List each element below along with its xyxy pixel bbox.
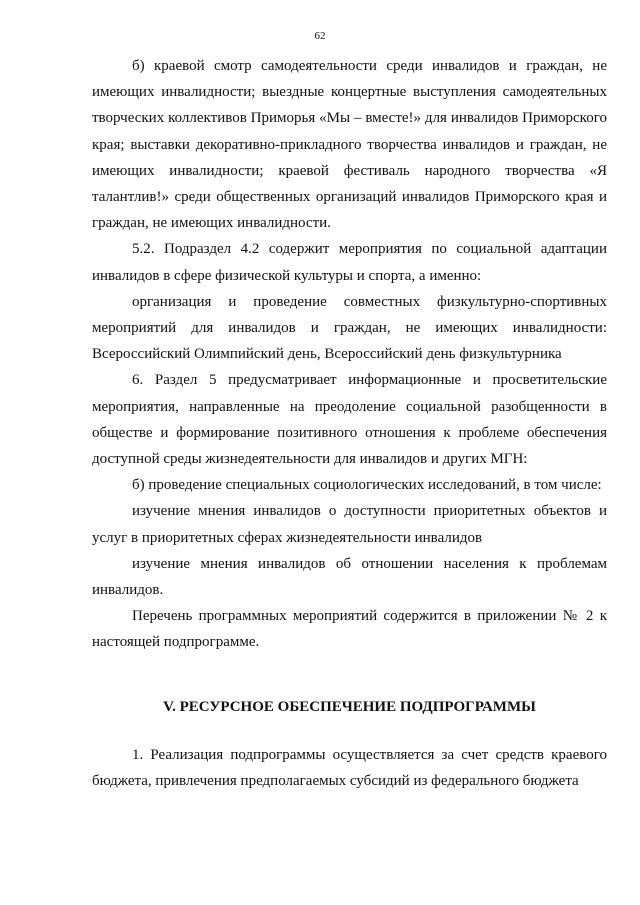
paragraph-sport-events: организация и проведение совместных физкультурно-спортивных мероприятий для инвалидов и граждан, не имеющих инвалидности: Всероссийский Олимпийский день, Всероссийский день физкультурника (92, 293, 607, 363)
document-body (92, 53, 607, 794)
paragraph-section-5: 6. Раздел 5 предусматривает информационные и просветительские мероприятия, направленные на преодоление социальной разобщенности в обществе и формирование позитивного отношения к проблеме обеспечения доступной среды жизнедеятельности для инвалидов и других МГН: (92, 372, 607, 468)
paragraph-talent-show: б) краевой смотр самодеятельности среди инвалидов и граждан, не имеющих инвалидности; выездные концертные выступления самодеятельных творческих коллективов Приморья «Мы – вместе!» для инвалидов Приморского края; выставки декоративно-прикладного творчества инвалидов и граждан, не имеющих инвалидности; краевой фестиваль народного творчества «Я талантлив!» среди общественных организаций инвалидов Приморского края и граждан, не имеющих инвалидности. (92, 58, 607, 232)
paragraph-sociological-research: б) проведение специальных социологических исследований, в том числе: (132, 477, 602, 494)
paragraph-funding: 1. Реализация подпрограммы осуществляется за счет средств краевого бюджета, привлечения предполагаемых субсидий из федерального бюджета (92, 746, 607, 789)
paragraph-attitude-survey: изучение мнения инвалидов об отношении населения к проблемам инвалидов. (92, 555, 607, 599)
page-number: 62 (314, 30, 326, 42)
section-heading: V. РЕСУРСНОЕ ОБЕСПЕЧЕНИЕ ПОДПРОГРАММЫ (163, 698, 536, 715)
paragraph-appendix-reference: Перечень программных мероприятий содержится в приложении № 2 к настоящей подпрограмме. (92, 608, 607, 651)
paragraph-accessibility-survey: изучение мнения инвалидов о доступности приоритетных объектов и услуг в приоритетных сферах жизнедеятельности инвалидов (92, 503, 607, 546)
paragraph-subsection-4-2: 5.2. Подраздел 4.2 содержит мероприятия по социальной адаптации инвалидов в сфере физической культуры и спорта, а именно: (92, 241, 607, 284)
